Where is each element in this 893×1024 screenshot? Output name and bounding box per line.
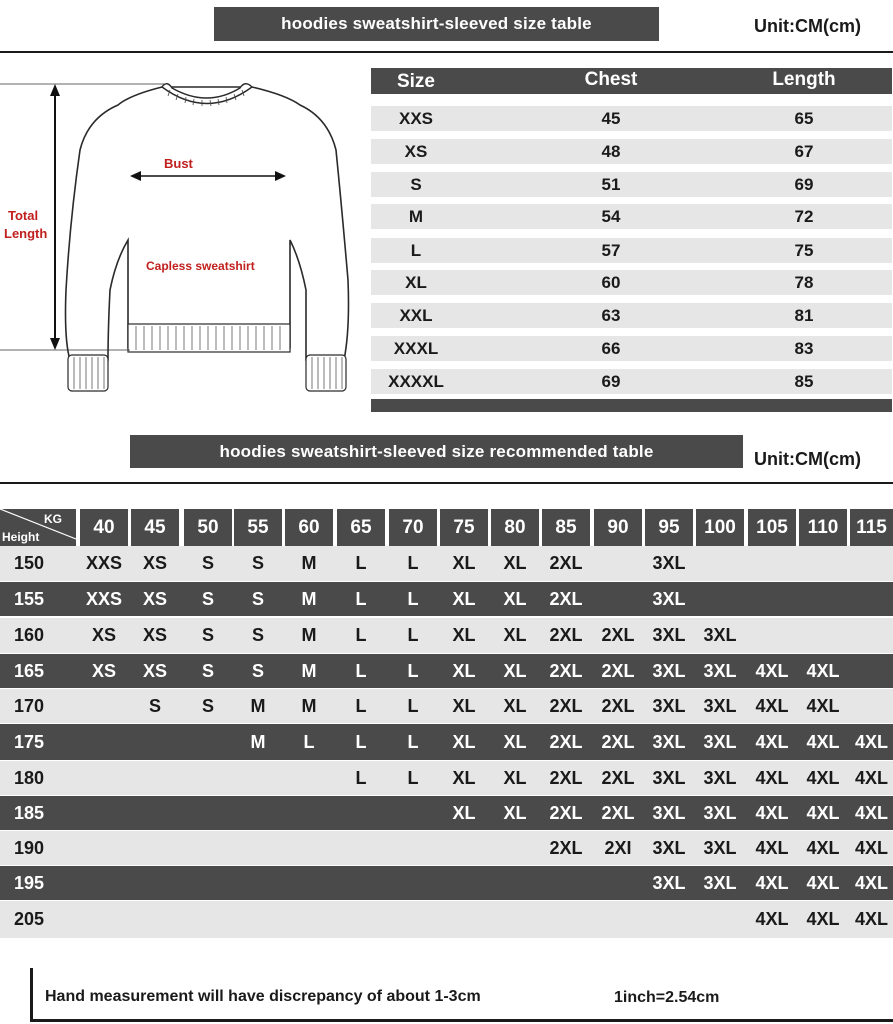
table-row	[0, 546, 893, 581]
size-recommendation-cell: 2XL	[549, 767, 583, 788]
size-recommendation-cell	[850, 582, 893, 616]
size-recommendation-cell: 2XL	[601, 802, 635, 823]
size-recommendation-cell: L	[355, 625, 367, 645]
size-recommendation-cell	[80, 689, 128, 723]
size-recommendation-cell	[542, 901, 590, 938]
size-recommendation-cell	[131, 724, 179, 760]
size-recommendation-cell	[799, 618, 847, 653]
size-recommendation-cell: 4XL	[806, 802, 840, 823]
size-recommendation-cell	[131, 796, 179, 830]
measurement-note: Hand measurement will have discrepancy of about 1-3cm	[45, 988, 481, 1005]
size-recommendation-cell	[594, 866, 642, 900]
header-chest: Chest	[584, 69, 638, 90]
size-recommendation-cell: XXS	[85, 588, 123, 609]
size-recommendation-cell: 3XL	[652, 872, 686, 893]
size-recommendation-cell	[748, 618, 796, 653]
size-cell: XXXL	[393, 339, 439, 358]
size-recommendation-cell	[594, 901, 642, 938]
size-recommendation-cell: 3XL	[652, 837, 686, 858]
size-recommendation-cell: XL	[452, 802, 476, 823]
size-recommendation-cell	[80, 866, 128, 900]
size-table-title	[214, 7, 659, 41]
size-recommendation-cell: L	[407, 767, 419, 788]
table-row	[0, 724, 893, 760]
size-recommendation-cell: 4XL	[755, 872, 789, 893]
size-recommendation-cell: M	[250, 695, 266, 716]
size-recommendation-cell: 2XL	[549, 837, 583, 858]
size-recommendation-cell: L	[355, 660, 367, 681]
size-recommendation-cell: 4XL	[854, 767, 888, 788]
size-recommendation-cell: L	[407, 588, 419, 609]
size-recommendation-cell: M	[301, 695, 317, 716]
size-recommendation-cell	[440, 866, 488, 900]
size-recommendation-cell: XXS	[85, 553, 123, 573]
size-recommendation-cell: XL	[503, 767, 527, 788]
size-recommendation-cell	[80, 724, 128, 760]
size-recommendation-cell: 4XL	[755, 731, 789, 752]
size-recommendation-cell: L	[355, 553, 367, 573]
size-recommendation-cell	[80, 761, 128, 795]
size-recommendation-cell: S	[251, 553, 264, 573]
length-cell: 81	[794, 306, 814, 325]
header-length: Length	[772, 69, 836, 90]
size-recommendation-cell	[389, 796, 437, 830]
size-recommendation-cell	[285, 761, 333, 795]
height-label: 155	[13, 588, 45, 609]
total-length-label-1: Total	[8, 208, 39, 223]
weight-header-60: 60	[285, 509, 333, 546]
weight-header-105: 105	[748, 509, 796, 546]
size-recommendation-cell	[594, 546, 642, 581]
size-recommendation-cell: 4XL	[755, 802, 789, 823]
size-recommendation-cell	[184, 761, 232, 795]
size-recommendation-cell	[184, 831, 232, 865]
total-length-label-2: Length	[4, 226, 48, 241]
size-recommendation-cell: 3XL	[652, 731, 686, 752]
weight-header-95: 95	[645, 509, 693, 546]
size-recommendation-cell	[542, 866, 590, 900]
size-recommendation-cell: 3XL	[652, 767, 686, 788]
table-row	[0, 761, 893, 795]
length-cell: 83	[794, 339, 814, 358]
weight-header-110: 110	[799, 509, 847, 546]
size-recommendation-cell: 4XL	[806, 695, 840, 716]
size-recommendation-cell	[80, 796, 128, 830]
size-recommendation-cell: 2XL	[549, 660, 583, 681]
chest-cell: 48	[601, 142, 621, 161]
size-recommendation-cell	[337, 831, 385, 865]
size-recommendation-cell: XL	[503, 802, 527, 823]
length-cell: 69	[794, 175, 814, 194]
chest-cell: 57	[601, 241, 621, 260]
size-recommendation-cell	[594, 582, 642, 616]
length-cell: 85	[794, 372, 814, 391]
table-row	[0, 654, 893, 688]
size-recommendation-cell: 4XL	[854, 837, 888, 858]
size-recommendation-cell: 4XL	[755, 767, 789, 788]
size-recommendation-cell: XL	[452, 588, 476, 609]
weight-header-80: 80	[491, 509, 539, 546]
size-recommendation-cell: M	[301, 553, 317, 573]
size-recommendation-cell: 2XL	[549, 695, 583, 716]
size-recommendation-cell: 3XL	[652, 802, 686, 823]
size-recommendation-cell: 3XL	[652, 588, 686, 609]
size-row-xs	[371, 139, 892, 164]
size-recommendation-cell: 4XL	[755, 660, 789, 681]
recommended-table-unit: Unit:CM(cm)	[754, 449, 861, 469]
size-recommendation-cell	[234, 866, 282, 900]
weight-header-75: 75	[440, 509, 488, 546]
size-table-title-text: hoodies sweatshirt-sleeved size table	[281, 14, 592, 33]
size-recommendation-cell: L	[407, 731, 419, 752]
height-label: 150	[13, 553, 45, 573]
size-recommendation-cell: 2XI	[604, 837, 632, 858]
size-recommendation-cell: XS	[142, 625, 167, 645]
size-cell: XL	[405, 273, 427, 292]
size-table-footer-bar	[371, 399, 892, 412]
size-recommendation-cell: 3XL	[652, 625, 686, 645]
middle-divider	[0, 482, 893, 484]
size-recommendation-cell: M	[301, 625, 317, 645]
size-recommendation-cell: XL	[503, 553, 527, 573]
size-cell: XS	[404, 142, 428, 161]
size-recommendation-cell	[748, 582, 796, 616]
size-recommendation-cell	[337, 866, 385, 900]
size-recommendation-cell: 4XL	[854, 731, 888, 752]
table-row	[0, 831, 893, 865]
size-table-unit: Unit:CM(cm)	[754, 16, 861, 36]
size-recommendation-cell	[491, 831, 539, 865]
height-label: 180	[13, 767, 45, 788]
length-cell: 75	[794, 241, 814, 260]
size-recommendation-cell	[131, 761, 179, 795]
weight-header-70: 70	[389, 509, 437, 546]
size-recommendation-cell	[389, 866, 437, 900]
size-cell: L	[410, 241, 422, 260]
table-row	[0, 901, 893, 938]
size-recommendation-cell: L	[407, 660, 419, 681]
table-row	[0, 866, 893, 900]
header-size: Size	[396, 71, 436, 92]
size-recommendation-cell	[389, 831, 437, 865]
height-label: 195	[13, 872, 45, 893]
size-recommendation-cell	[285, 901, 333, 938]
size-recommendation-cell: M	[250, 731, 266, 752]
size-recommendation-cell: L	[355, 767, 367, 788]
size-recommendation-cell: 2XL	[601, 660, 635, 681]
size-recommendation-cell: 3XL	[703, 731, 737, 752]
size-recommendation-cell: XS	[91, 625, 116, 645]
weight-header-50: 50	[184, 509, 232, 546]
chest-cell: 66	[601, 339, 621, 358]
height-label: 190	[13, 837, 45, 858]
size-row-xxs	[371, 106, 892, 131]
size-recommendation-cell	[131, 901, 179, 938]
size-recommendation-cell	[696, 582, 744, 616]
footer-bottom-rule	[30, 1019, 893, 1022]
weight-header-100: 100	[696, 509, 744, 546]
bust-label: Bust	[164, 156, 193, 171]
size-recommendation-cell: XS	[142, 660, 167, 681]
size-recommendation-cell: 2XL	[549, 625, 583, 645]
size-recommendation-cell: XL	[452, 660, 476, 681]
size-recommendation-cell: 4XL	[854, 802, 888, 823]
weight-header-90: 90	[594, 509, 642, 546]
sweatshirt-diagram	[0, 60, 370, 400]
size-recommendation-cell: 3XL	[652, 695, 686, 716]
height-label: 175	[13, 731, 45, 752]
length-cell: 65	[794, 109, 814, 128]
inch-conversion: 1inch=2.54cm	[614, 989, 720, 1006]
size-recommendation-cell	[696, 546, 744, 581]
size-recommendation-cell: 3XL	[703, 837, 737, 858]
size-recommendation-cell	[184, 866, 232, 900]
weight-header-55: 55	[234, 509, 282, 546]
chest-cell: 69	[601, 372, 621, 391]
corner-height-label: Height	[2, 530, 40, 544]
size-cell: XXL	[399, 306, 433, 325]
garment-label: Capless sweatshirt	[146, 259, 255, 273]
size-recommendation-cell: 2XL	[549, 731, 583, 752]
weight-header-40: 40	[80, 509, 128, 546]
size-recommendation-cell: 4XL	[755, 837, 789, 858]
size-recommendation-cell: 4XL	[806, 837, 840, 858]
size-recommendation-cell: 3XL	[703, 802, 737, 823]
size-recommendation-cell	[184, 724, 232, 760]
size-cell: XXS	[398, 109, 434, 128]
size-recommendation-cell: XS	[91, 660, 116, 681]
size-recommendation-cell: 2XL	[601, 767, 635, 788]
table-row	[0, 689, 893, 723]
size-recommendation-cell: S	[251, 660, 264, 681]
size-recommendation-cell: S	[201, 695, 214, 716]
size-recommendation-cell: L	[355, 695, 367, 716]
size-recommendation-cell: S	[148, 695, 161, 716]
size-recommendation-cell: 2XL	[601, 625, 635, 645]
top-divider	[0, 51, 893, 53]
weight-header-45: 45	[131, 509, 179, 546]
chest-cell: 60	[601, 273, 621, 292]
size-row-xxl	[371, 303, 892, 328]
size-row-l	[371, 238, 892, 263]
size-recommendation-cell: XL	[452, 695, 476, 716]
recommended-table-title	[130, 435, 743, 468]
size-recommendation-cell: M	[301, 588, 317, 609]
size-recommendation-cell: 3XL	[703, 695, 737, 716]
size-recommendation-cell: 3XL	[652, 553, 686, 573]
chest-cell: 45	[601, 109, 621, 128]
size-recommendation-cell: XS	[142, 553, 167, 573]
size-row-xxxxl	[371, 369, 892, 394]
size-row-s	[371, 172, 892, 197]
size-table-header	[371, 68, 892, 94]
size-recommendation-cell: 3XL	[652, 660, 686, 681]
size-recommendation-cell	[850, 654, 893, 688]
size-recommendation-cell: 2XL	[601, 695, 635, 716]
size-recommendation-cell: S	[251, 588, 264, 609]
size-recommendation-cell: 3XL	[703, 872, 737, 893]
size-recommendation-cell: 4XL	[854, 872, 888, 893]
size-cell: S	[410, 175, 422, 194]
size-recommendation-cell	[184, 796, 232, 830]
size-recommendation-cell: 4XL	[755, 695, 789, 716]
length-cell: 72	[794, 207, 814, 226]
size-cell: XXXXL	[388, 372, 444, 391]
size-recommendation-cell: XL	[452, 731, 476, 752]
size-recommendation-cell: 4XL	[755, 909, 789, 929]
height-label: 185	[13, 802, 45, 823]
size-recommendation-cell: 4XL	[806, 731, 840, 752]
size-recommendation-cell: L	[355, 731, 367, 752]
size-recommendation-cell: 2XL	[549, 553, 583, 573]
size-recommendation-cell	[491, 901, 539, 938]
size-recommendation-cell: L	[407, 695, 419, 716]
chest-cell: 54	[601, 207, 621, 226]
size-recommendation-cell: XL	[503, 695, 527, 716]
table-row	[0, 618, 893, 653]
chest-cell: 63	[601, 306, 621, 325]
weight-header-115: 115	[850, 509, 893, 546]
size-recommendation-cell: 4XL	[806, 872, 840, 893]
height-label: 205	[13, 909, 45, 929]
length-cell: 78	[794, 273, 814, 292]
size-recommendation-cell: XL	[452, 625, 476, 645]
size-recommendation-cell: S	[251, 625, 264, 645]
size-recommendation-cell	[696, 901, 744, 938]
size-recommendation-cell: L	[303, 731, 315, 752]
chest-cell: 51	[601, 175, 621, 194]
size-recommendation-cell	[850, 618, 893, 653]
size-recommendation-cell: 2XL	[549, 802, 583, 823]
size-recommendation-cell	[285, 831, 333, 865]
size-recommendation-cell: 3XL	[703, 660, 737, 681]
size-recommendation-cell: M	[301, 660, 317, 681]
size-row-xl	[371, 270, 892, 295]
size-recommendation-cell: 2XL	[549, 588, 583, 609]
size-recommendation-cell	[850, 689, 893, 723]
size-recommendation-cell	[440, 831, 488, 865]
corner-kg-label: KG	[44, 512, 62, 526]
height-label: 170	[13, 695, 45, 716]
size-row-xxxl	[371, 336, 892, 361]
size-recommendation-cell: 4XL	[806, 909, 840, 929]
size-recommendation-cell	[799, 582, 847, 616]
size-cell: M	[408, 207, 424, 226]
size-recommendation-cell: XL	[503, 588, 527, 609]
size-recommendation-cell	[850, 546, 893, 581]
size-recommendation-cell: 4XL	[806, 767, 840, 788]
size-recommendation-cell	[285, 866, 333, 900]
weight-header-85: 85	[542, 509, 590, 546]
size-recommendation-cell	[234, 901, 282, 938]
size-recommendation-cell	[131, 866, 179, 900]
size-recommendation-cell	[234, 796, 282, 830]
size-recommendation-cell	[184, 901, 232, 938]
size-recommendation-cell	[234, 761, 282, 795]
size-recommendation-cell: L	[355, 588, 367, 609]
size-recommendation-cell	[234, 831, 282, 865]
size-recommendation-cell	[645, 901, 693, 938]
size-recommendation-cell	[337, 796, 385, 830]
table-row	[0, 796, 893, 830]
size-recommendation-cell: XL	[503, 731, 527, 752]
size-recommendation-cell: 4XL	[806, 660, 840, 681]
size-row-m	[371, 204, 892, 229]
size-recommendation-cell: XL	[452, 553, 476, 573]
size-recommendation-cell: 2XL	[601, 731, 635, 752]
size-recommendation-cell: XL	[503, 625, 527, 645]
size-recommendation-cell: 4XL	[854, 909, 888, 929]
size-recommendation-cell: L	[407, 553, 419, 573]
table-row	[0, 582, 893, 616]
length-cell: 67	[794, 142, 814, 161]
height-label: 160	[13, 625, 45, 645]
height-label: 165	[13, 660, 45, 681]
size-recommendation-cell	[748, 546, 796, 581]
size-recommendation-cell: 3XL	[703, 625, 737, 645]
size-recommendation-cell	[285, 796, 333, 830]
size-recommendation-cell	[389, 901, 437, 938]
size-recommendation-cell: S	[201, 660, 214, 681]
size-recommendation-cell	[337, 901, 385, 938]
size-recommendation-cell	[80, 831, 128, 865]
size-recommendation-cell: XS	[142, 588, 167, 609]
size-recommendation-cell	[80, 901, 128, 938]
size-recommendation-cell: 3XL	[703, 767, 737, 788]
size-recommendation-cell: XL	[503, 660, 527, 681]
footer-left-bar	[30, 968, 33, 1020]
size-recommendation-cell: S	[201, 588, 214, 609]
size-recommendation-cell: S	[201, 553, 214, 573]
size-recommendation-cell: XL	[452, 767, 476, 788]
size-recommendation-cell	[491, 866, 539, 900]
recommended-table-title-text: hoodies sweatshirt-sleeved size recommended table	[219, 441, 654, 461]
weight-header-65: 65	[337, 509, 385, 546]
size-recommendation-cell	[440, 901, 488, 938]
size-recommendation-cell: L	[407, 625, 419, 645]
size-recommendation-cell	[131, 831, 179, 865]
size-recommendation-cell: S	[201, 625, 214, 645]
size-recommendation-cell	[799, 546, 847, 581]
